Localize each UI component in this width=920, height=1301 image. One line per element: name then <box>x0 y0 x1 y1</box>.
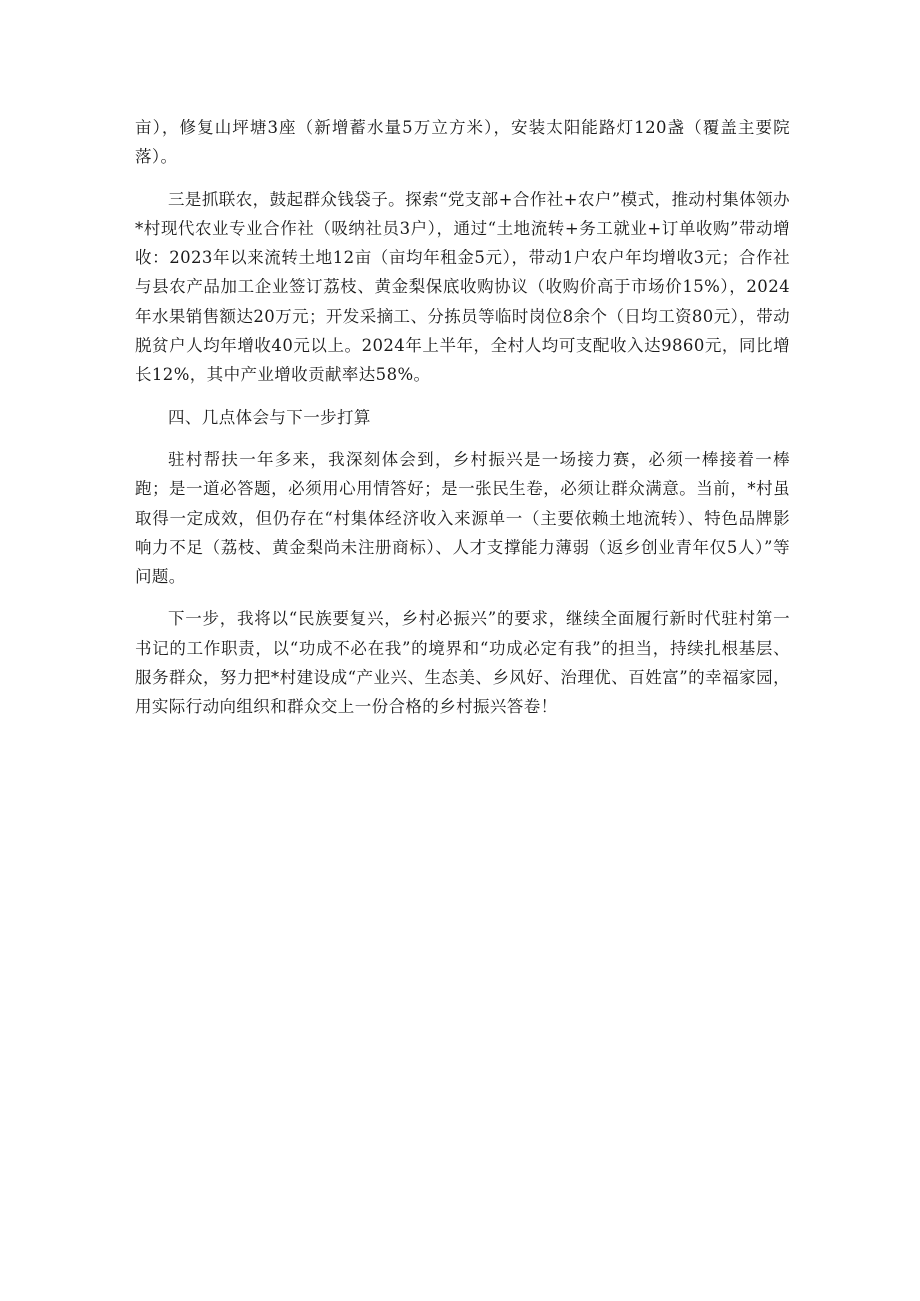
paragraph-reflections: 驻村帮扶一年多来，我深刻体会到，乡村振兴是一场接力赛，必须一棒接着一棒跑；是一道必答题，必须用心用情答好；是一张民生卷，必须让群众满意。当前，*村虽取得一定成效，但仍存在“村集体经济收入来源单一（主要依赖土地流转）、特色品牌影响力不足（荔枝、黄金梨尚未注册商标）、人才支撑能力薄弱（返乡创业青年仅5人）”等问题。 <box>135 449 790 587</box>
section-heading: 四、几点体会与下一步打算 <box>168 407 371 427</box>
paragraph-continuation: 亩），修复山坪塘3座（新增蓄水量5万立方米），安装太阳能路灯120盏（覆盖主要院落）。 <box>135 118 790 167</box>
paragraph-next-steps: 下一步，我将以“民族要复兴，乡村必振兴”的要求，继续全面履行新时代驻村第一书记的工作职责，以“功成不必在我”的境界和“功成必定有我”的担当，持续扎根基层、服务群众，努力把*村建设成“产业兴、生态美、乡风好、治理优、百姓富”的幸福家园，用实际行动向组织和群众交上一份合格的乡村振兴答卷！ <box>135 609 790 717</box>
paragraph-farmer-linkage: 三是抓联农，鼓起群众钱袋子。探索“党支部+合作社+农户”模式，推动村集体领办*村现代农业专业合作社（吸纳社员3户），通过“土地流转+务工就业+订单收购”带动增收：2023年以来流转土地12亩（亩均年租金5元），带动1户农户年均增收3元；合作社与县农产品加工企业签订荔枝、黄金梨保底收购协议（收购价高于市场价15%），2024年水果销售额达20万元；开发采摘工、分拣员等临时岗位8余个（日均工资80元），带动脱贫户人均年增收40元以上。2024年上半年，全村人均可支配收入达9860元，同比增长12%，其中产业增收贡献率达58%。 <box>135 189 790 385</box>
document-body <box>135 113 790 735</box>
